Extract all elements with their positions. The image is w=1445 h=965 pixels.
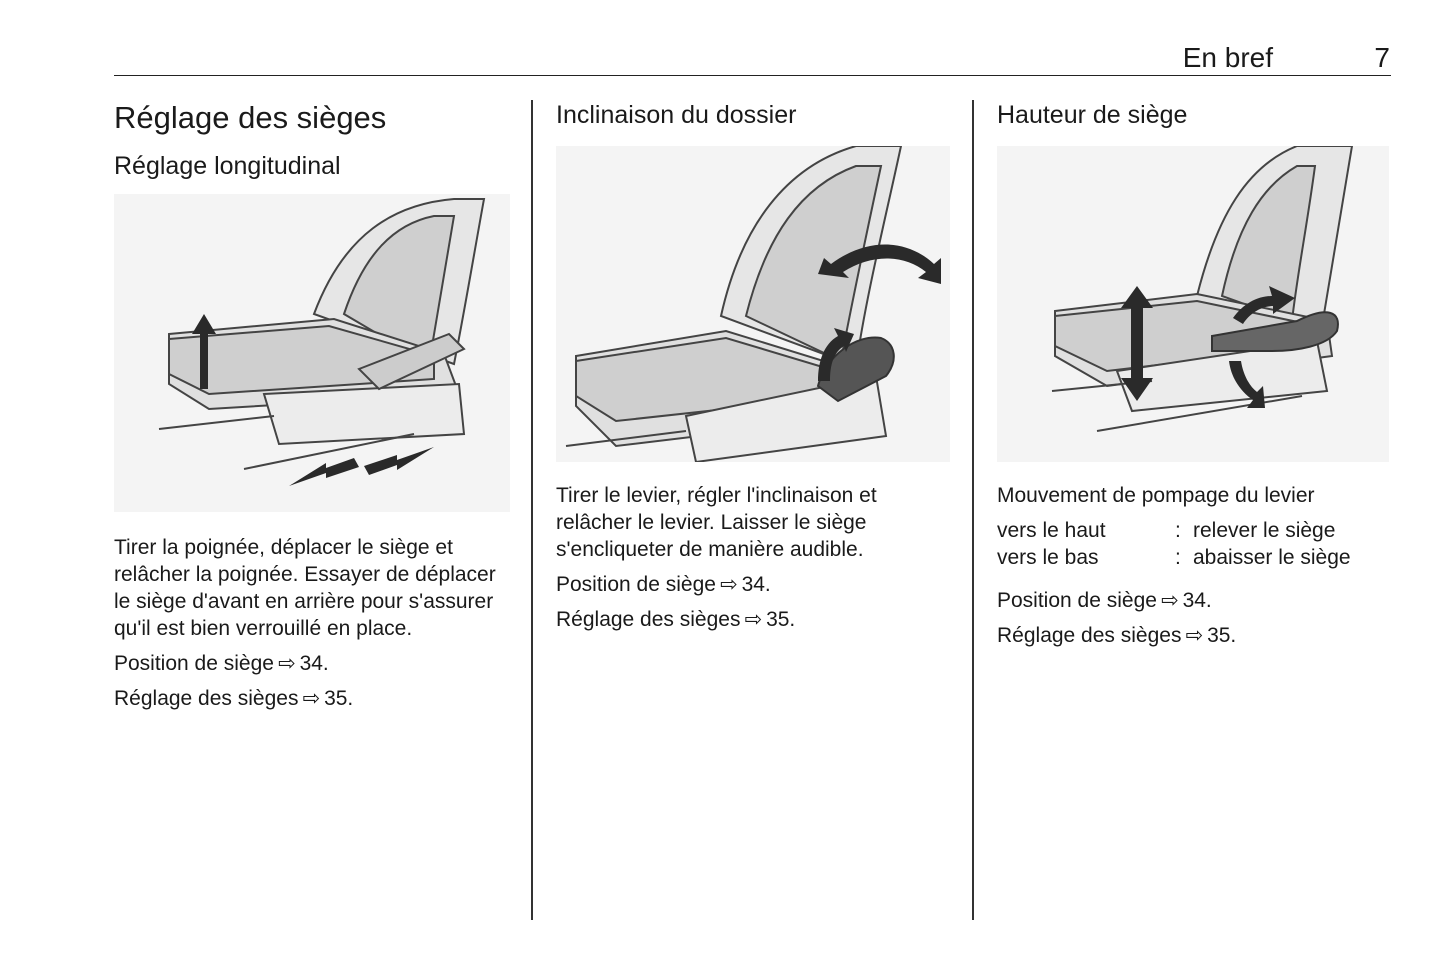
ref-arrow-icon: ⇨ [302, 687, 321, 710]
cross-reference [114, 685, 514, 712]
definition-row [997, 517, 1397, 544]
column-backrest [556, 92, 956, 633]
seat-recline-illustration [556, 146, 950, 462]
chapter-title: En bref [1182, 42, 1273, 73]
ref-arrow-icon: ⇨ [744, 608, 763, 631]
ref-label: Position de siège [556, 573, 716, 596]
definition-list [997, 517, 1397, 571]
ref-arrow-icon: ⇨ [1185, 624, 1204, 647]
ref-label: Réglage des sièges [114, 687, 299, 710]
instruction-text: Tirer la poignée, déplacer le siège et relâcher la poignée. Essayer de déplacer le siège d'avant en arrière pour s'assurer qu'il est bien verrouillé en place. [114, 536, 496, 640]
definition-separator: : [1175, 546, 1181, 569]
column-divider [972, 100, 974, 920]
cross-reference [997, 622, 1397, 649]
ref-page[interactable]: 34. [1182, 589, 1212, 612]
ref-label: Position de siège [997, 589, 1157, 612]
ref-arrow-icon: ⇨ [277, 652, 296, 675]
definition-separator: : [1175, 519, 1181, 542]
seat-height-illustration [997, 146, 1389, 462]
definition-description: relever le siège [1193, 519, 1336, 542]
ref-page[interactable]: 35. [324, 687, 354, 710]
section-title: Inclinaison du dossier [556, 101, 797, 129]
ref-label: Réglage des sièges [997, 624, 1182, 647]
definition-term: vers le bas [997, 546, 1099, 569]
ref-page[interactable]: 34. [299, 652, 329, 675]
subsection-title: Réglage longitudinal [114, 152, 341, 180]
section-title: Réglage des sièges [114, 100, 387, 135]
cross-reference [556, 571, 956, 598]
definition-term: vers le haut [997, 519, 1106, 542]
definition-row [997, 544, 1397, 571]
instruction-intro: Mouvement de pompage du levier [997, 484, 1315, 507]
column-height [997, 92, 1397, 649]
cross-reference [556, 606, 956, 633]
column-longitudinal [114, 92, 514, 712]
cross-reference [997, 587, 1397, 614]
ref-arrow-icon: ⇨ [1160, 589, 1179, 612]
column-divider [531, 100, 533, 920]
ref-page[interactable]: 34. [741, 573, 771, 596]
instruction-text: Tirer le levier, régler l'inclinaison et relâcher le levier. Laisser le siège s'encliqueter de manière audible. [556, 484, 877, 561]
header-rule [114, 75, 1391, 76]
page-number: 7 [1374, 42, 1390, 73]
ref-page[interactable]: 35. [1207, 624, 1237, 647]
ref-label: Position de siège [114, 652, 274, 675]
ref-arrow-icon: ⇨ [719, 573, 738, 596]
ref-label: Réglage des sièges [556, 608, 741, 631]
definition-description: abaisser le siège [1193, 546, 1351, 569]
seat-longitudinal-illustration [114, 194, 510, 512]
ref-page[interactable]: 35. [766, 608, 796, 631]
cross-reference [114, 650, 514, 677]
section-title: Hauteur de siège [997, 101, 1188, 129]
